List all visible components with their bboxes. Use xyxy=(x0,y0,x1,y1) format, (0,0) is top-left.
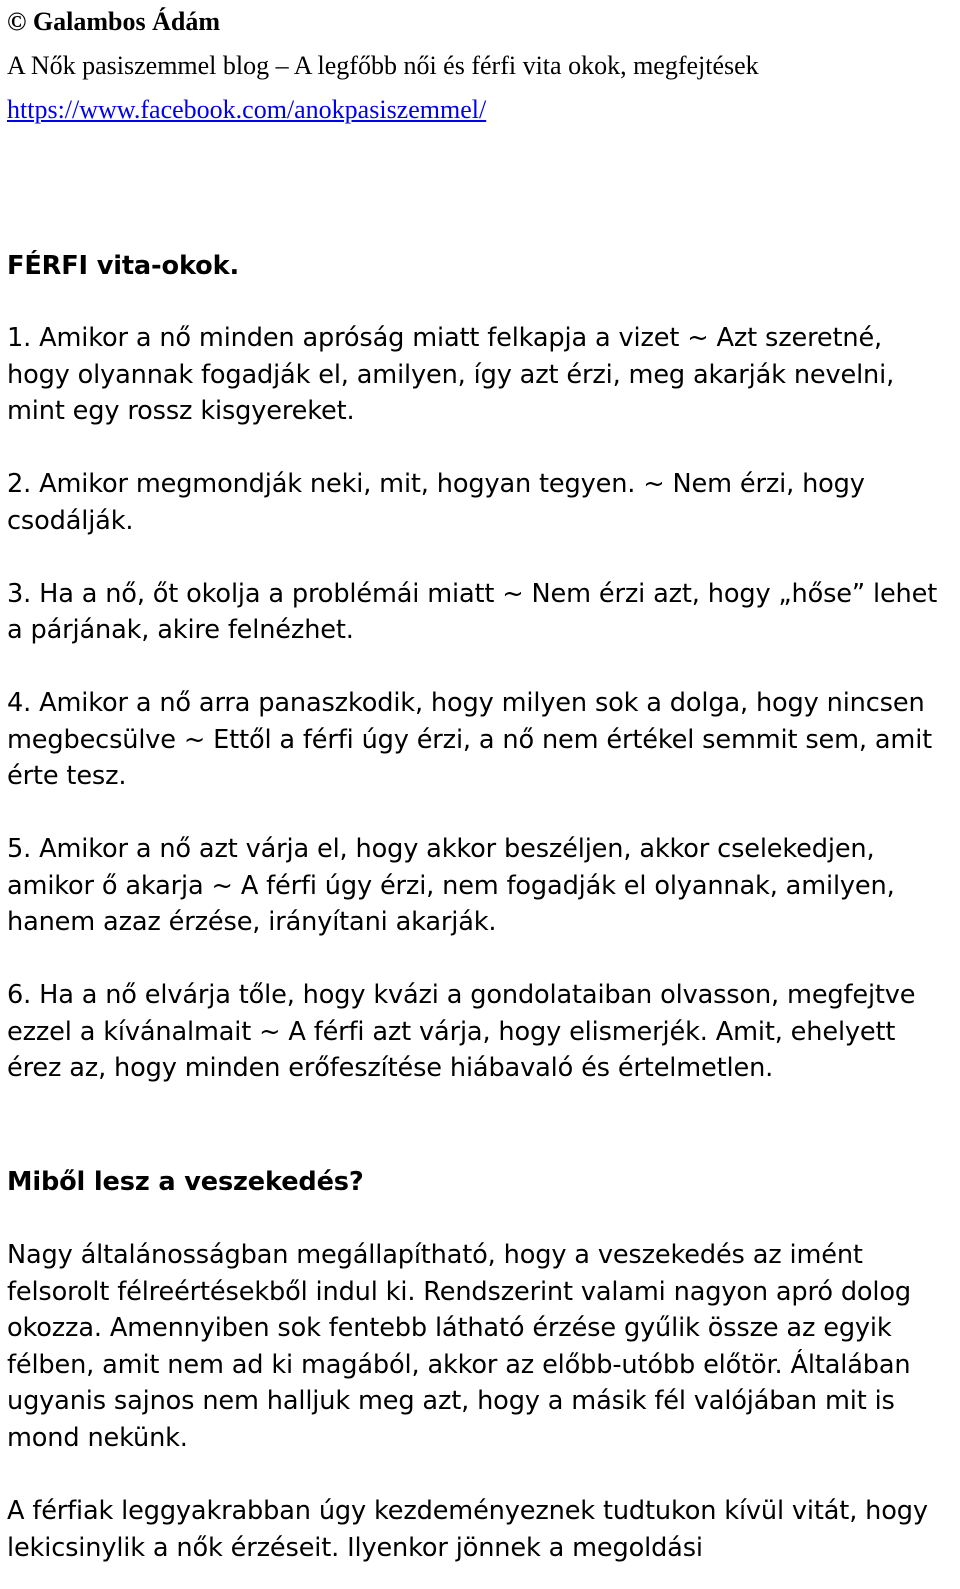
list-item: 1. Amikor a nő minden apróság miatt felkapja a vizet ~ Azt szeretné, hogy olyannak fogadják el, amilyen, így azt érzi, meg akarják nevelni, mint egy rossz kisgyereket. xyxy=(7,323,895,426)
facebook-link[interactable]: https://www.facebook.com/anokpasiszemmel/ xyxy=(7,95,487,124)
section-heading: FÉRFI vita-okok. xyxy=(7,251,240,281)
list-item: 5. Amikor a nő azt várja el, hogy akkor beszéljen, akkor cselekedjen, amikor ő akarja ~ A férfi úgy érzi, nem fogadják el olyannak, amilyen, hanem azaz érzése, irányítani akarják. xyxy=(7,834,895,937)
list-item: 2. Amikor megmondják neki, mit, hogyan tegyen. ~ Nem érzi, hogy csodálják. xyxy=(7,469,865,536)
list-item: 4. Amikor a nő arra panaszkodik, hogy milyen sok a dolga, hogy nincsen megbecsülve ~ Ettől a férfi úgy érzi, a nő nem értékel semmit sem, amit érte tesz. xyxy=(7,688,933,791)
document-page xyxy=(7,0,952,1563)
question-heading: Miből lesz a veszekedés? xyxy=(7,1167,364,1197)
copyright-line: © Galambos Ádám xyxy=(7,7,221,36)
list-item: 6. Ha a nő elvárja tőle, hogy kvázi a gondolataiban olvasson, megfejtve ezzel a kívánalmait ~ A férfi azt várja, hogy elismerjék. Amit, ehelyett érez az, hogy minden erőfeszítése hiábavaló és értelmetlen. xyxy=(7,980,916,1083)
blog-subtitle: A Nők pasiszemmel blog – A legfőbb női és férfi vita okok, megfejtések xyxy=(7,51,759,80)
list-item: 3. Ha a nő, őt okolja a problémái miatt ~ Nem érzi azt, hogy „hőse” lehet a párjának, akire felnézhet. xyxy=(7,578,938,645)
body-paragraph: A férfiak leggyakrabban úgy kezdeményeznek tudtukon kívül vitát, hogy lekicsinylik a nők érzéseit. Ilyenkor jönnek a megoldási xyxy=(7,1496,928,1563)
body-paragraph: Nagy általánosságban megállapítható, hogy a veszekedés az imént felsorolt félreértésekből indul ki. Rendszerint valami nagyon apró dolog okozza. Amennyiben sok fentebb látható érzése gyűlik össze az egyik félben, amit nem ad ki magából, akkor az előbb-utóbb előtör. Általában ugyanis sajnos nem halljuk meg azt, hogy a másik fél valójában mit is mond nekünk. xyxy=(7,1240,911,1453)
reasons-list xyxy=(7,320,952,1123)
